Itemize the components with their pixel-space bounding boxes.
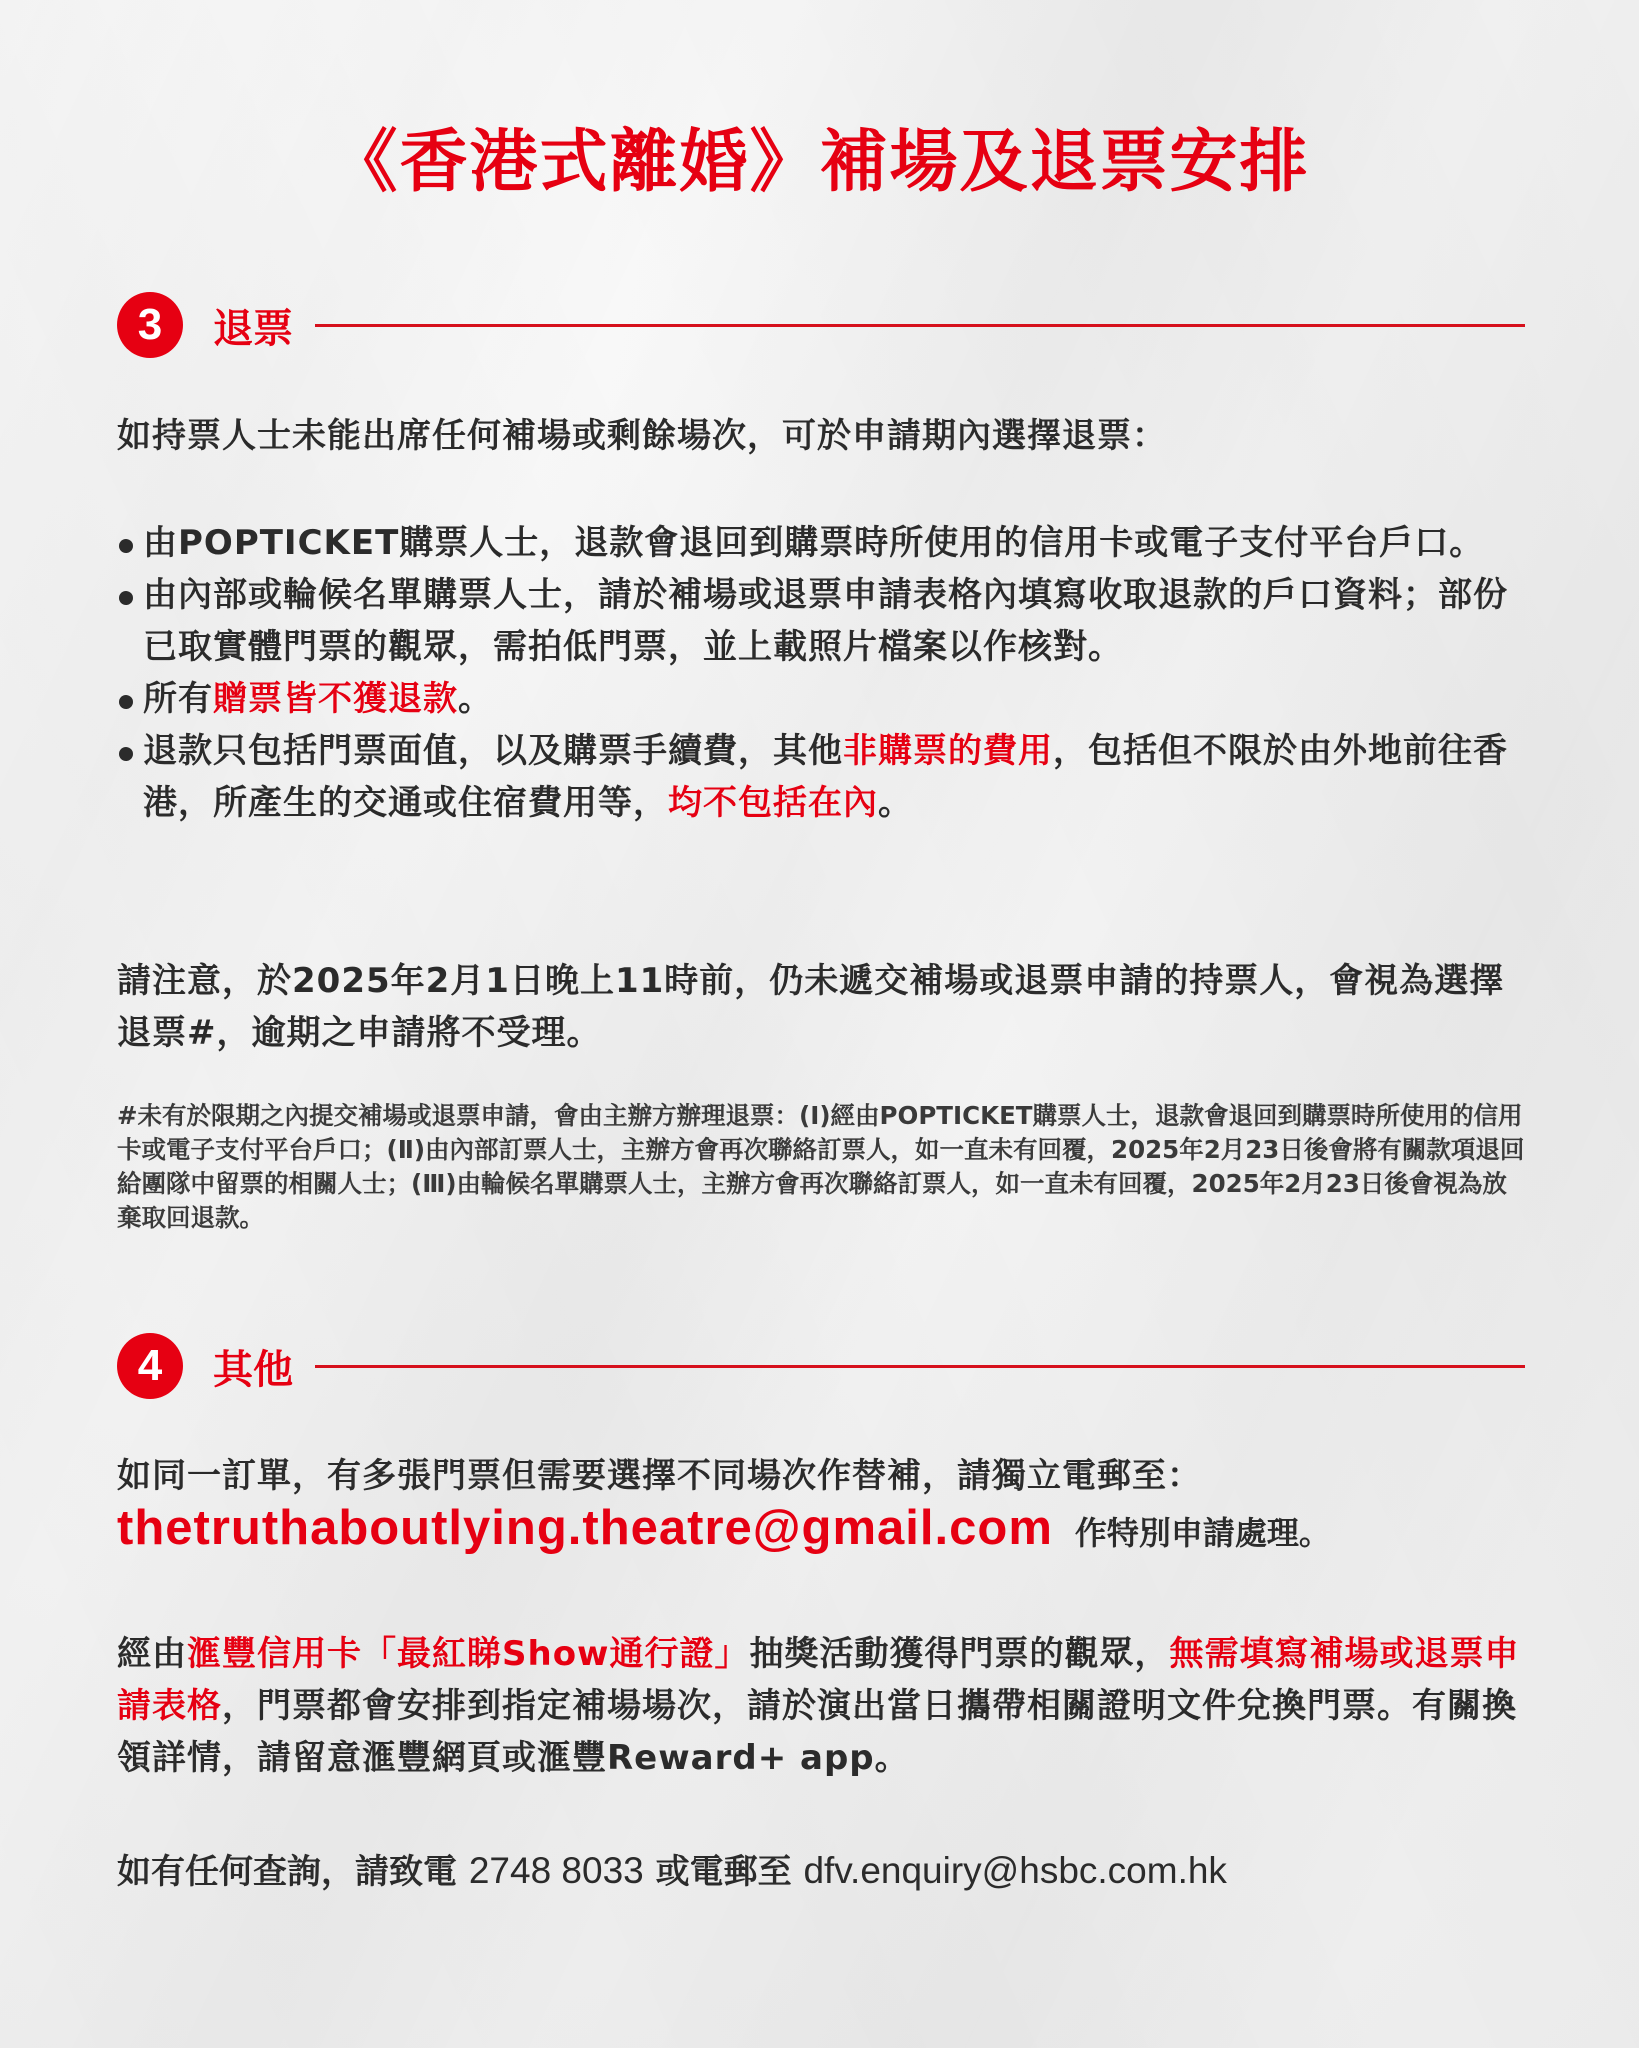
highlight-text: 非購票的費用	[843, 731, 1053, 771]
bullet-text: ，包括但不限於由外地前往香港，所產生的交通或住宿費用等，	[143, 731, 1508, 823]
paragraph-text: ，門票都會安排到指定補場場次，請於演出當日攜帶相關證明文件兌換門票。有關換領詳情，請留意滙豐網頁或滙豐Reward+ app。	[117, 1686, 1517, 1778]
deadline-notice: 請注意，於2025年2月1日晚上11時前，仍未遞交補場或退票申請的持票人，會視為選擇退票#，逾期之申請將不受理。	[117, 961, 1505, 1053]
bullet-text: 由POPTICKET購票人士，退款會退回到購票時所使用的信用卡或電子支付平台戶口。	[143, 523, 1485, 563]
phone-number[interactable]: 2748 8033	[468, 1850, 644, 1891]
bullet-text: 。	[458, 679, 493, 719]
section-number-badge: 4	[117, 1333, 183, 1399]
theatre-email-link[interactable]: thetruthaboutlying.theatre@gmail.com	[117, 1501, 1053, 1555]
refund-rules-list	[117, 517, 1527, 829]
contact-line	[117, 1845, 1527, 1898]
footnote: #未有於限期之內提交補場或退票申請，會由主辦方辦理退票：(Ⅰ)經由POPTICKET購票人士，退款會退回到購票時所使用的信用卡或電子支付平台戶口；(Ⅱ)由內部訂票人士，主辦方會再次聯絡訂票人，如一直未有回覆，2025年2月23日後會將有關款項退回給團隊中留票的相關人士；(Ⅲ)由輪候名單購票人士，主辦方會再次聯絡訂票人，如一直未有回覆，2025年2月23日後會視為放棄取回退款。	[117, 1101, 1525, 1232]
list-item	[117, 725, 1527, 829]
email-suffix: 作特別申請處理。	[1074, 1514, 1331, 1552]
section-number-badge: 3	[117, 292, 183, 358]
paragraph-text: 抽獎活動獲得門票的觀眾，	[749, 1634, 1170, 1674]
page-title: 《香港式離婚》補場及退票安排	[329, 123, 1310, 202]
section-divider	[315, 1365, 1525, 1368]
bullet-text: 由內部或輪候名單購票人士，請於補場或退票申請表格內填寫收取退款的戶口資料；部份已取實體門票的觀眾，需拍低門票，並上載照片檔案以作核對。	[143, 575, 1508, 667]
multi-ticket-instructions: 如同一訂單，有多張門票但需要選擇不同場次作替補，請獨立電郵至：	[117, 1456, 1202, 1496]
section-divider	[315, 324, 1525, 327]
bullet-text: 所有	[143, 679, 213, 719]
section-title: 其他	[213, 1346, 293, 1393]
section-4-header	[117, 1332, 1525, 1400]
list-item	[117, 673, 1527, 725]
highlight-text: 滙豐信用卡「最紅睇Show通行證」	[187, 1634, 750, 1674]
list-item	[117, 569, 1527, 673]
email-line	[117, 1500, 1527, 1556]
bullet-text: 。	[878, 783, 913, 823]
list-item	[117, 517, 1527, 569]
section-3-header	[117, 291, 1525, 359]
contact-prefix: 如有任何查詢，請致電	[117, 1852, 457, 1892]
highlight-text: 無需填寫補場或退票申請表格	[117, 1634, 1520, 1726]
paragraph-text: 經由	[117, 1634, 187, 1674]
contact-mid: 或電郵至	[655, 1852, 792, 1892]
section-title: 退票	[213, 305, 293, 352]
highlight-text: 均不包括在內	[668, 783, 878, 823]
refund-intro: 如持票人士未能出席任何補場或剩餘場次，可於申請期內選擇退票：	[117, 416, 1167, 456]
hsbc-email-link[interactable]: dfv.enquiry@hsbc.com.hk	[803, 1850, 1227, 1891]
bullet-text: 退款只包括門票面值，以及購票手續費，其他	[143, 731, 843, 771]
hsbc-paragraph	[117, 1628, 1527, 1784]
highlight-text: 贈票皆不獲退款	[213, 679, 458, 719]
